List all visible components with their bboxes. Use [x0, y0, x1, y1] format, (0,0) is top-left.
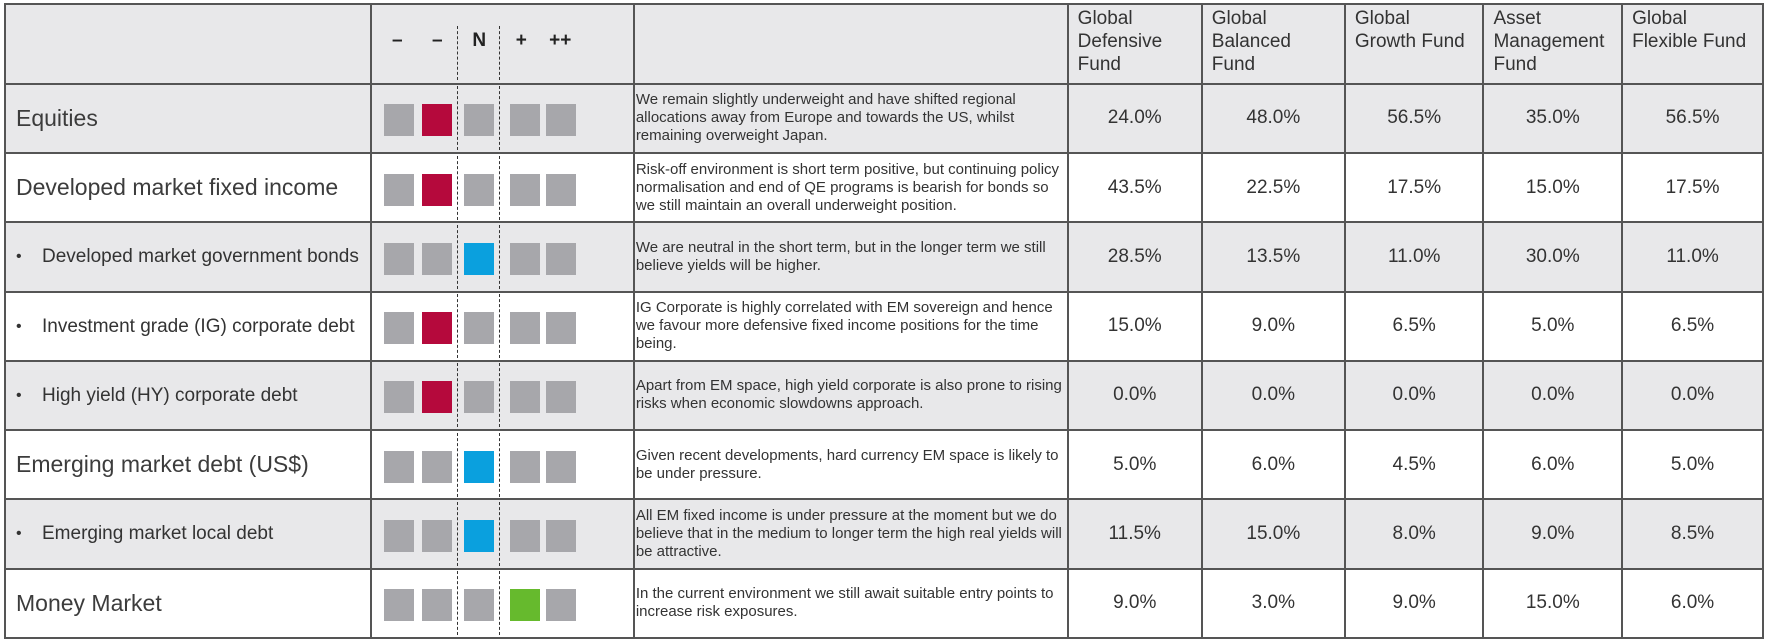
- position-marker: [384, 381, 414, 413]
- asset-class-name: High yield (HY) corporate debt: [42, 384, 298, 406]
- allocation-global-defensive: 9.0%: [1068, 569, 1202, 638]
- allocation-global-balanced: 9.0%: [1202, 292, 1345, 361]
- neutral-right-divider: [499, 294, 500, 358]
- position-marker: [422, 589, 452, 621]
- position-marker: [546, 381, 576, 413]
- scale-label-underweight: –: [431, 29, 443, 51]
- commentary-cell: In the current environment we still await suitable entry points to increase risk exposures.: [634, 569, 1068, 638]
- asset-class-cell: [5, 153, 371, 222]
- position-marker: [464, 589, 494, 621]
- table-row: [5, 361, 1763, 430]
- position-marker-active: [422, 174, 452, 206]
- position-indicator: [372, 433, 633, 497]
- position-marker: [546, 451, 576, 483]
- neutral-left-divider: [457, 294, 458, 358]
- position-marker: [464, 174, 494, 206]
- allocation-global-growth: 0.0%: [1345, 361, 1484, 430]
- position-indicator: [372, 86, 633, 150]
- commentary-cell: IG Corporate is highly correlated with EM sovereign and hence we favour more defensive fixed income positions for the time being.: [634, 292, 1068, 361]
- bullet-icon: •: [16, 525, 22, 543]
- neutral-right-divider: [499, 363, 500, 427]
- position-indicator: [372, 502, 633, 566]
- neutral-right-divider: [499, 502, 500, 566]
- allocation-global-growth: 4.5%: [1345, 430, 1484, 499]
- allocation-global-defensive: 0.0%: [1068, 361, 1202, 430]
- neutral-right-divider: [499, 225, 500, 289]
- position-marker: [510, 381, 540, 413]
- position-marker: [422, 243, 452, 275]
- scale-legend: [372, 8, 633, 80]
- allocation-global-flexible: 6.0%: [1622, 569, 1763, 638]
- neutral-left-divider: [457, 571, 458, 635]
- position-scale-cell: [371, 499, 634, 568]
- sub-asset-wrap: [16, 245, 370, 268]
- allocation-asset-management: 0.0%: [1483, 361, 1622, 430]
- allocation-global-growth: 17.5%: [1345, 153, 1484, 222]
- commentary-cell: We are neutral in the short term, but in the longer term we still believe yields will be higher.: [634, 222, 1068, 291]
- commentary-cell: Risk-off environment is short term positive, but continuing policy normalisation and end of QE programs is bearish for bonds so we still maintain an overall underweight position.: [634, 153, 1068, 222]
- position-marker-active: [422, 104, 452, 136]
- position-marker: [384, 174, 414, 206]
- table-row: [5, 499, 1763, 568]
- bullet-icon: •: [16, 248, 22, 266]
- asset-class-name: Money Market: [16, 589, 162, 616]
- neutral-left-divider: [457, 433, 458, 497]
- allocation-global-balanced: 0.0%: [1202, 361, 1345, 430]
- asset-class-name: Investment grade (IG) corporate debt: [42, 315, 355, 337]
- position-scale-cell: [371, 153, 634, 222]
- allocation-asset-management: 30.0%: [1483, 222, 1622, 291]
- allocation-asset-management: 15.0%: [1483, 153, 1622, 222]
- allocation-global-defensive: 5.0%: [1068, 430, 1202, 499]
- scale-label-overweight: +: [515, 29, 527, 51]
- position-marker: [384, 451, 414, 483]
- allocation-asset-management: 35.0%: [1483, 84, 1622, 153]
- allocation-global-flexible: 0.0%: [1622, 361, 1763, 430]
- neutral-right-divider: [499, 571, 500, 635]
- allocation-global-balanced: 22.5%: [1202, 153, 1345, 222]
- allocation-global-growth: 11.0%: [1345, 222, 1484, 291]
- position-marker: [422, 451, 452, 483]
- position-marker: [510, 104, 540, 136]
- allocation-global-defensive: 11.5%: [1068, 499, 1202, 568]
- allocation-global-balanced: 6.0%: [1202, 430, 1345, 499]
- position-marker-active: [464, 451, 494, 483]
- position-marker: [422, 520, 452, 552]
- table-row: [5, 153, 1763, 222]
- allocation-global-defensive: 15.0%: [1068, 292, 1202, 361]
- header-scale-cell: [371, 4, 634, 84]
- header-comment-cell: [634, 4, 1068, 84]
- position-marker-active: [464, 520, 494, 552]
- allocation-global-balanced: 15.0%: [1202, 499, 1345, 568]
- neutral-right-divider: [499, 156, 500, 220]
- allocation-global-flexible: 5.0%: [1622, 430, 1763, 499]
- allocation-global-flexible: 8.5%: [1622, 499, 1763, 568]
- neutral-right-divider: [499, 433, 500, 497]
- position-marker: [546, 589, 576, 621]
- position-marker: [546, 174, 576, 206]
- bullet-icon: •: [16, 386, 22, 404]
- asset-class-cell: [5, 430, 371, 499]
- position-scale-cell: [371, 84, 634, 153]
- position-marker: [546, 243, 576, 275]
- commentary-cell: Apart from EM space, high yield corporate is also prone to rising risks when economic slowdowns approach.: [634, 361, 1068, 430]
- scale-label-strong-overweight: ++: [549, 29, 572, 51]
- header-fund-global-flexible: Global Flexible Fund: [1622, 4, 1763, 84]
- commentary-cell: We remain slightly underweight and have shifted regional allocations away from Europe and towards the US, whilst remaining overweight Japan.: [634, 84, 1068, 153]
- position-marker: [384, 520, 414, 552]
- asset-class-name: Equities: [16, 104, 98, 131]
- neutral-left-divider: [457, 363, 458, 427]
- scale-label-strong-underweight: –: [391, 29, 403, 51]
- allocation-global-balanced: 3.0%: [1202, 569, 1345, 638]
- position-marker: [510, 312, 540, 344]
- neutral-right-divider: [499, 26, 500, 80]
- position-marker-active: [510, 589, 540, 621]
- table-row: [5, 569, 1763, 638]
- position-marker: [384, 104, 414, 136]
- position-indicator: [372, 571, 633, 635]
- asset-class-cell: [5, 84, 371, 153]
- allocation-asset-management: 15.0%: [1483, 569, 1622, 638]
- allocation-global-flexible: 56.5%: [1622, 84, 1763, 153]
- header-fund-global-defensive: Global Defensive Fund: [1068, 4, 1202, 84]
- neutral-left-divider: [457, 156, 458, 220]
- position-scale-cell: [371, 361, 634, 430]
- position-marker: [384, 589, 414, 621]
- neutral-left-divider: [457, 86, 458, 150]
- table-row: [5, 222, 1763, 291]
- asset-allocation-table: [4, 3, 1764, 639]
- allocation-asset-management: 9.0%: [1483, 499, 1622, 568]
- position-marker-active: [422, 312, 452, 344]
- position-marker: [384, 312, 414, 344]
- asset-class-cell: [5, 499, 371, 568]
- position-marker: [384, 243, 414, 275]
- allocation-global-balanced: 13.5%: [1202, 222, 1345, 291]
- neutral-right-divider: [499, 86, 500, 150]
- header-fund-global-growth: Global Growth Fund: [1345, 4, 1484, 84]
- asset-class-name: Emerging market debt (US$): [16, 451, 309, 478]
- allocation-global-defensive: 43.5%: [1068, 153, 1202, 222]
- allocation-asset-management: 6.0%: [1483, 430, 1622, 499]
- allocation-global-flexible: 6.5%: [1622, 292, 1763, 361]
- allocation-global-flexible: 17.5%: [1622, 153, 1763, 222]
- asset-class-name: Developed market fixed income: [16, 174, 339, 201]
- header-fund-global-balanced: Global Balanced Fund: [1202, 4, 1345, 84]
- position-marker: [464, 312, 494, 344]
- position-marker: [546, 520, 576, 552]
- position-indicator: [372, 294, 633, 358]
- table-row: [5, 292, 1763, 361]
- asset-class-name: Emerging market local debt: [42, 523, 274, 545]
- header-asset-cell: [5, 4, 371, 84]
- allocation-global-defensive: 24.0%: [1068, 84, 1202, 153]
- sub-asset-wrap: [16, 522, 370, 545]
- sub-asset-wrap: [16, 315, 370, 338]
- asset-class-cell: [5, 292, 371, 361]
- neutral-left-divider: [457, 225, 458, 289]
- allocation-global-growth: 8.0%: [1345, 499, 1484, 568]
- header-row: [5, 4, 1763, 84]
- allocation-global-balanced: 48.0%: [1202, 84, 1345, 153]
- position-marker-active: [464, 243, 494, 275]
- position-scale-cell: [371, 569, 634, 638]
- position-marker: [464, 381, 494, 413]
- neutral-left-divider: [457, 26, 458, 80]
- allocation-global-growth: 9.0%: [1345, 569, 1484, 638]
- position-marker: [546, 312, 576, 344]
- position-marker: [510, 243, 540, 275]
- allocation-global-growth: 56.5%: [1345, 84, 1484, 153]
- asset-class-cell: [5, 222, 371, 291]
- position-marker: [510, 174, 540, 206]
- position-indicator: [372, 225, 633, 289]
- sub-asset-wrap: [16, 384, 370, 407]
- header-fund-asset-management: Asset Management Fund: [1483, 4, 1622, 84]
- position-indicator: [372, 156, 633, 220]
- position-marker: [546, 104, 576, 136]
- position-scale-cell: [371, 292, 634, 361]
- position-marker: [510, 451, 540, 483]
- position-marker: [510, 520, 540, 552]
- position-marker-active: [422, 381, 452, 413]
- allocation-asset-management: 5.0%: [1483, 292, 1622, 361]
- asset-class-cell: [5, 569, 371, 638]
- position-scale-cell: [371, 430, 634, 499]
- commentary-cell: Given recent developments, hard currency EM space is likely to be under pressure.: [634, 430, 1068, 499]
- scale-label-neutral: N: [472, 29, 487, 51]
- table-row: [5, 84, 1763, 153]
- position-scale-cell: [371, 222, 634, 291]
- allocation-global-flexible: 11.0%: [1622, 222, 1763, 291]
- allocation-global-growth: 6.5%: [1345, 292, 1484, 361]
- allocation-global-defensive: 28.5%: [1068, 222, 1202, 291]
- neutral-left-divider: [457, 502, 458, 566]
- bullet-icon: •: [16, 317, 22, 335]
- table-row: [5, 430, 1763, 499]
- position-indicator: [372, 363, 633, 427]
- asset-class-cell: [5, 361, 371, 430]
- position-marker: [464, 104, 494, 136]
- asset-class-name: Developed market government bonds: [42, 246, 359, 268]
- commentary-cell: All EM fixed income is under pressure at the moment but we do believe that in the medium to longer term the high real yields will be attractive.: [634, 499, 1068, 568]
